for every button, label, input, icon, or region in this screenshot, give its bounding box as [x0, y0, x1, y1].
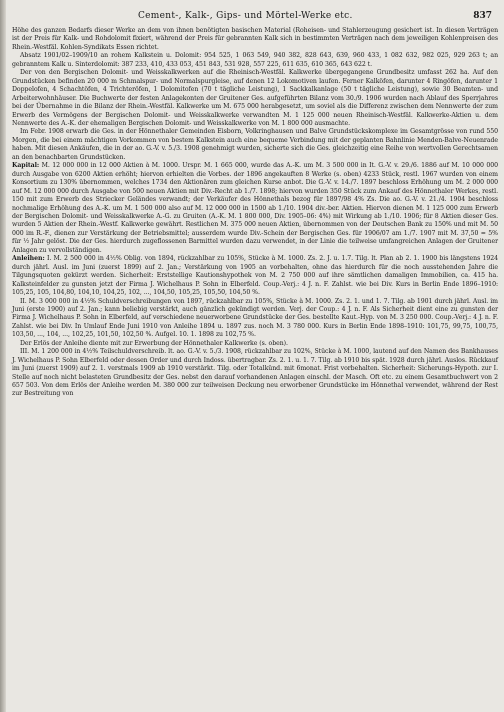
- paragraph-property-holdings: Der von den Bergischen Dolomit- und Weisskalkwerken auf die Rheinisch-Westfäl. Kalkwerke übergegangene Grundbesitz umfasst 262 ha. Auf den Grundstücken befinden 20 000 m Schmalspur- und Normalspurgleise, auf denen 12 Lokomotiven laufen. Ferner Kalköfen, darunter 4 Ringöfen, darunter 1 Doppelofen, 4 Schachtöfen, 4 Trichteröfen, 1 Dolomitofen (70 t tägliche Leistung), 1 Sackkalkanlage (50 t tägliche Leistung), sowie 30 Beamten- und Arbeiterwohnhäuser. Die Buchwerte der festen Anlagekonten der Gruitener Ges. aufgeführten Bilanz vom 30./9. 1906 wurden nach Ablauf des Sperrjahres bei der Übernahme in die Bilanz der Rhein.-Westfäl. Kalkwerke um M. 675 000 herabgesetzt, um soviel als die Differenz zwischen dem Nennwerte der zum Erwerb des Vermögens der Bergischen Dolomit- und Weisskalkwerke verwandten M. 1 125 000 neuen Rheinisch-Westfäl. Kalkwerke-Aktien u. dem Nennwerte des A.-K. der ehemaligen Bergischen Dolomit- und Weisskalkwerke von M. 1 800 000 ausmachte.: [12, 69, 498, 127]
- paragraph-anleihe-use: Der Erlös der Anleihe diente mit zur Erwerbung der Hönnethaler Kalkwerke (s. oben).: [20, 339, 288, 347]
- page-body: [12, 27, 498, 399]
- page-gutter-shadow: [0, 0, 6, 712]
- page-number: 837: [473, 11, 492, 21]
- running-title: Cement-, Kalk-, Gips- und Mörtel-Werke etc.: [138, 11, 353, 21]
- paragraph-land-acquisition: Im Febr. 1908 erwarb die Ges. in der Hönnethaler Gemeinden Eisborn, Volkringhausen und Balve Grundstückskomplexe im Gesamtgrösse von rund 550 Morgen, die bei einem mächtigen Vorkommen von bestem Kalkstein auch eine bequeme Verbindung mit der geplanten Bahnlinie Menden-Balve-Neuenrade haben. Mit diesen Ankäufen, die in der ao. G.-V. v. 5./3. 1908 genehmigt wurden, sicherte sich die Ges. gleichzeitig eine Reihe von wertvollen Gerechtsamen an den benachbarten Grundstücken.: [12, 128, 498, 161]
- paragraph-kapital: [12, 162, 498, 255]
- paragraph-anleihe-2: II. M. 3 000 000 in 4½% Schuldverschreibungen von 1897, rückzahlbar zu 105%, Stücke à M. 1000. Zs. 2. 1. und 1. 7. Tilg. ab 1901 durch jährl. Ausl. im Juni (erste 1900) auf 2. Jan.; kann beliebig verstärkt, auch gänzlich gekündigt werden. Verj. der Coup.: 4 J. n. F. Als Sicherheit dient eine zu gunsten der Firma J. Wichelhaus P. Sohn in Elberfeld, auf verschiedene neuerworbene Grundstücke der Ges. bestellte Kaut.-Hyp. von M. 3 250 000. Coup.-Verj.: 4 J. n. F. Zahlst. wie bei Div. In Umlauf Ende Juni 1910 von Anleihe 1894 u. 1897 zus. noch M. 3 780 000. Kurs in Berlin Ende 1898–1910: 101,75, 99,75, 100,75, 103,50, ..., 104, ..., 102,25, 101,50, 102,50 %. Aufgel. 10. 1. 1898 zu 102,75 %.: [12, 297, 498, 339]
- anleihen-text: I. M. 2 500 000 in 4½% Oblig. von 1894, rückzahlbar zu 105%, Stücke à M. 1000. Zs. 2. J. u. 1.7. Tilg. lt. Plan ab 2. 1. 1900 bis längstens 1924 durch jährl. Ausl. im Juni (zuerst 1899) auf 2. Jan.; Verstärkung von 1905 an vorbehalten, ohne das hierdurch für die noch ausstehenden Jahre die Tilgungsquoten gekürzt werden. Sicherheit: Erststellige Kautionshypothek von M. 2 750 000 auf ihre sämtlichen damaligen Immobilien, ca. 415 ha. Kalksteinfelder zu gunsten jetzt der Firma J. Wichelhaus P. Sohn in Elberfeld. Coup.-Verj.: 4 J. n. F. Zahlst. wie bei Div. Kurs in Berlin Ende 1896–1910: 105,25, 105, 104,80, 104,10, 104,25, 102, ..., 104,50, 105,25, 105,50, 104,50 %.: [12, 255, 498, 297]
- kapital-text: M. 12 000 000 in 12 000 Aktien à M. 1000. Urspr. M. 1 665 000, wurde das A.-K. um M. 3 500 000 in It. G.-V. v. 29./6. 1886 auf M. 10 000 000 durch Ausgabe von 6200 Aktien erhöht; hiervon erhielten die Vorbes. der 1896 angekauften 8 Werke (s. oben) 4233 Stück, restl. 1967 wurden von einem Konsortium zu 130% übernommen, welches 1734 den Aktionären zum gleichen Kurse anbot. Die G.-V. v. 14./7. 1897 beschloss Erhöhung um M. 2 000 000 auf M. 12 000 000 durch Ausgabe von 500 neuen Aktien mit Div.-Recht ab 1./7. 1898; hiervon wurden 350 Stück zum Ankauf des Hönnethaler Werkes, restl. 150 mit zum Erwerb des Striecker Geländes verwandt; der Verkäufer des Hönnethals bezog für 1897/98 4% Zs. Die ao. G.-V. v. 21./4. 1904 beschloss nochmalige Erhöhung des A.-K. um M. 1 500 000 also auf M. 12 000 000 in 1500 ab 1./10. 1904 div.-ber. Aktien. Hiervon dienen M. 1 125 000 zum Erwerb der Bergischen Dolomit- und Weisskalkwerke A.-G. zu Gruiten (A.-K. M. 1 800 000, Div. 1905–06: 4%) mit Wirkung ab 1./10. 1906; für 8 Aktien dieser Ges. wurden 5 Aktien der Rhein.-Westf. Kalkwerke gewährt. Restlichen M. 375 000 neuen Aktien, übernommen von der Deutschen Bank zu 150% und mit M. 50 000 im R.-F., dienen zur Verstärkung der Betriebsmittel; ausserdem wurde Div.-Schein der Bergischen Ges. für 1906/07 am 1./7. 1907 mit M. 37,50 = 5% für ½ Jahr gelöst. Die der Ges. hierdurch zugeflossenen Barmittel wurden dazu verwendet, in der Linie die teilweise umfangreichen Anlagen der Gruitener Anlagen zu vervollständigen.: [12, 162, 498, 254]
- paragraph-material-supply: Höhe des ganzen Bedarfs dieser Werke an dem von ihnen benötigten basischen Material (Roheisen- und Stahlerzeugung gesichert ist. In diesen Verträgen ist der Preis für Kalk- und Rohdolomit fixiert, während der Preis für gebrannten Kalk sich in bestimmten Verträgen nach dem jeweiligen Kohlenpreisen des Rhein.-Westfäl. Kohlen-Syndikats Essen richtet.: [12, 27, 498, 51]
- paragraph-anleihen: [12, 255, 498, 297]
- kapital-label: Kapital:: [12, 162, 40, 170]
- paragraph-sales-figures: Absatz 1901/02–1909/10 an rohem Kalkstein u. Dolomit: 954 525, 1 063 549, 940 382, 828 643, 639, 960 433, 1 082 632, 982 025, 929 263 t; an gebranntem Kalk u. Sinterdolomit: 387 233, 410, 433 053, 451 843, 531 928, 557 225, 611 635, 610 365, 643 622 t.: [12, 52, 498, 68]
- running-header: [46, 10, 494, 22]
- paragraph-anleihe-3: III. M. 1 200 000 in 4½% Teilschuldverschreib. lt. ao. G.-V. v. 5./3. 1908, rückzahlbar zu 102%, Stücke à M. 1000, lautend auf den Namen des Bankhauses J. Wichelhaus P. Sohn Elberfeld oder dessen Order und durch Indoss. übertragbar. Zs. 2. 1. u. 1. 7. Tilg. ab 1910 bis spät. 1928 durch jährl. Auslos. Rückkauf im Juni (zuerst 1909) auf 2. 1. verstmals 1909 ab 1910 verstärkt. Tilg. oder Totalkünd. mit 6monat. Frist vorbehalten. Sicherheit: Sicherungs-Hypoth. zur I. Stelle auf noch nicht belasteten Grundbesitz der Ges. nebst den darauf vorhandenen Anlagen einschl. der Masch. Oft etc. zu einem Gesamtbuchwert von 2 657 503. Von dem Erlös der Anleihe werden M. 380 000 zur teilweisen Deckung neu erworbener Grundstücke im Hönnethal verwendet, während der Rest zur Bestreitung von: [12, 348, 498, 398]
- anleihen-label: Anleihen:: [12, 255, 45, 263]
